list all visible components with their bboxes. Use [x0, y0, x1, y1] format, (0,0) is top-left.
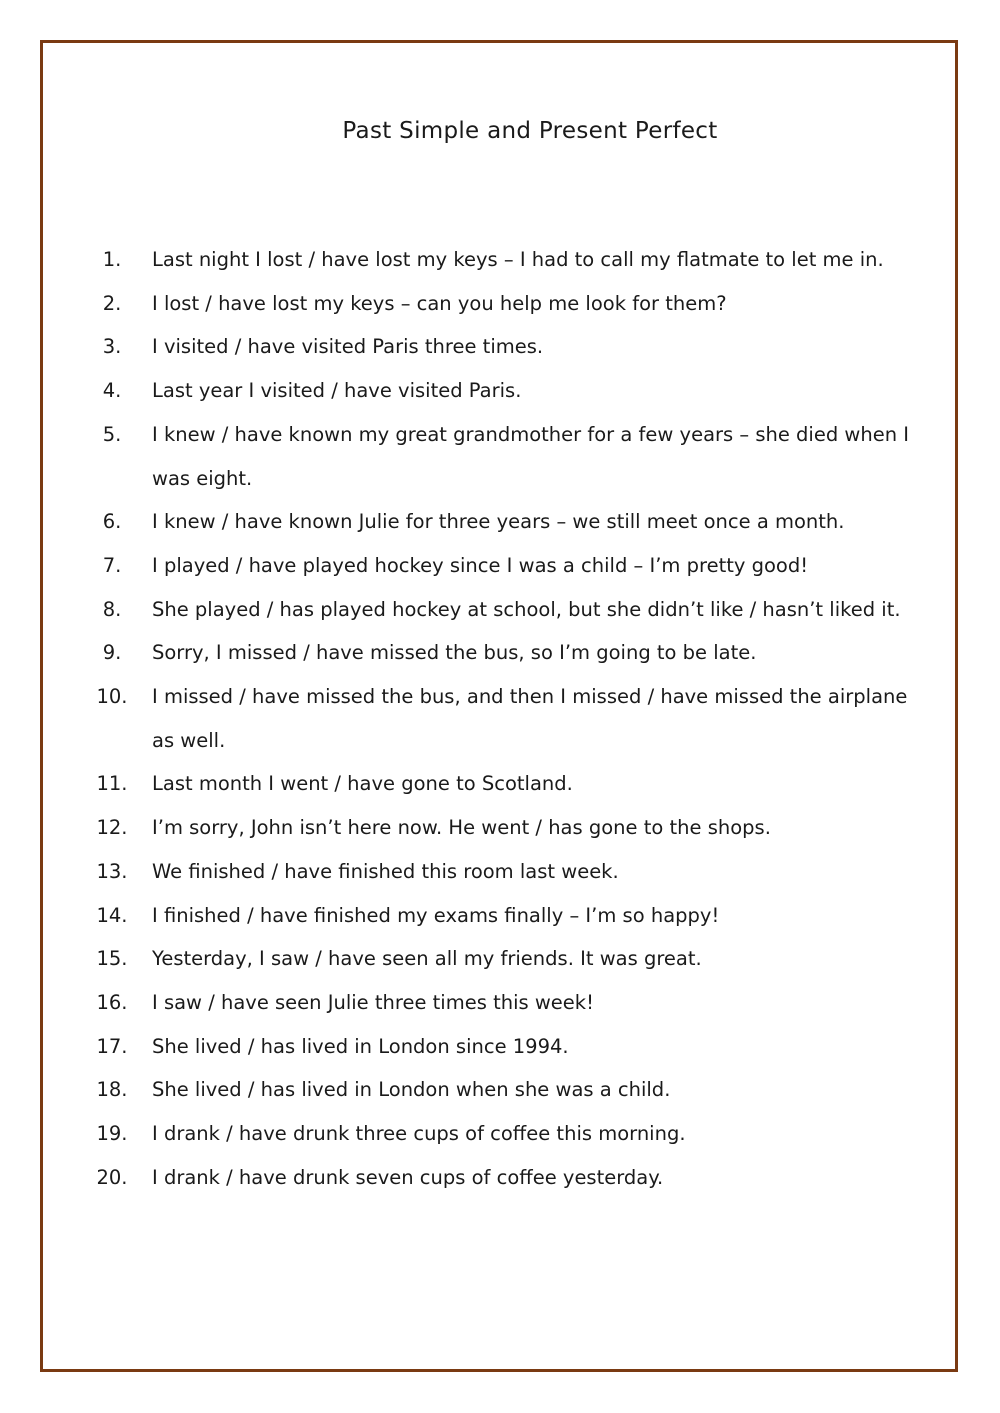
exercise-number: 12.: [96, 816, 128, 840]
exercise-sentence: I knew / have known my great grandmother for a few years – she died when I was eight.: [152, 422, 910, 490]
exercise-sentence: I’m sorry, John isn’t here now. He went / has gone to the shops.: [152, 816, 771, 840]
worksheet-title: Past Simple and Present Perfect: [342, 118, 718, 144]
exercise-item: [80, 631, 910, 675]
exercise-sentence: I knew / have known Julie for three years – we still meet once a month.: [152, 510, 845, 534]
exercise-item: [80, 937, 910, 981]
exercise-number: 14.: [96, 903, 128, 927]
exercise-sentence: I finished / have finished my exams finally – I’m so happy!: [152, 903, 720, 927]
exercise-item: [80, 981, 910, 1025]
exercise-item: [80, 1156, 910, 1200]
exercise-number: 10.: [96, 685, 128, 709]
exercise-number: 4.: [102, 379, 122, 403]
exercise-number: 20.: [96, 1165, 128, 1189]
exercise-number: 18.: [96, 1078, 128, 1102]
exercise-sentence: We finished / have finished this room last week.: [152, 859, 619, 883]
exercise-number: 2.: [102, 291, 122, 315]
exercise-number: 8.: [102, 597, 122, 621]
exercise-number: 3.: [102, 335, 122, 359]
exercise-number: 19.: [96, 1122, 128, 1146]
exercise-item: [80, 413, 910, 500]
exercise-number: 13.: [96, 859, 128, 883]
exercise-item: [80, 675, 910, 762]
exercise-sentence: I lost / have lost my keys – can you help me look for them?: [152, 291, 727, 315]
exercise-number: 5.: [102, 422, 122, 446]
exercise-sentence: I saw / have seen Julie three times this week!: [152, 990, 594, 1014]
exercise-sentence: I drank / have drunk three cups of coffee this morning.: [152, 1122, 686, 1146]
exercise-sentence: Last night I lost / have lost my keys – I had to call my flatmate to let me in.: [152, 248, 884, 271]
exercise-list: [80, 238, 910, 1199]
exercise-sentence: Last month I went / have gone to Scotland.: [152, 772, 573, 796]
exercise-number: 1.: [102, 248, 122, 271]
exercise-sentence: She lived / has lived in London since 1994.: [152, 1034, 569, 1058]
exercise-number: 15.: [96, 947, 128, 971]
exercise-item: [80, 588, 910, 632]
exercise-number: 11.: [96, 772, 128, 796]
exercise-item: [80, 1112, 910, 1156]
exercise-sentence: I drank / have drunk seven cups of coffee yesterday.: [152, 1165, 664, 1189]
exercise-sentence: I missed / have missed the bus, and then I missed / have missed the airplane as well.: [152, 685, 908, 752]
exercise-item: [80, 1025, 910, 1069]
exercise-sentence: I visited / have visited Paris three times.: [152, 335, 544, 359]
exercise-item: [80, 1068, 910, 1112]
exercise-sentence: She played / has played hockey at school, but she didn’t like / hasn’t liked it.: [152, 597, 901, 621]
exercise-sentence: Yesterday, I saw / have seen all my friends. It was great.: [152, 947, 702, 971]
exercise-item: [80, 762, 910, 806]
exercise-number: 9.: [102, 641, 122, 665]
exercise-number: 17.: [96, 1034, 128, 1058]
exercise-item: [80, 238, 910, 282]
exercise-sentence: She lived / has lived in London when she was a child.: [152, 1078, 671, 1102]
exercise-item: [80, 500, 910, 544]
exercise-sentence: Last year I visited / have visited Paris.: [152, 379, 522, 403]
exercise-item: [80, 544, 910, 588]
exercise-item: [80, 369, 910, 413]
exercise-number: 7.: [102, 553, 122, 577]
exercise-number: 16.: [96, 990, 128, 1014]
exercise-item: [80, 850, 910, 894]
exercise-item: [80, 282, 910, 326]
exercise-item: [80, 894, 910, 938]
exercise-item: [80, 325, 910, 369]
exercise-item: [80, 806, 910, 850]
exercise-number: 6.: [102, 510, 122, 534]
exercise-sentence: Sorry, I missed / have missed the bus, so I’m going to be late.: [152, 641, 757, 665]
exercise-sentence: I played / have played hockey since I was a child – I’m pretty good!: [152, 553, 809, 577]
